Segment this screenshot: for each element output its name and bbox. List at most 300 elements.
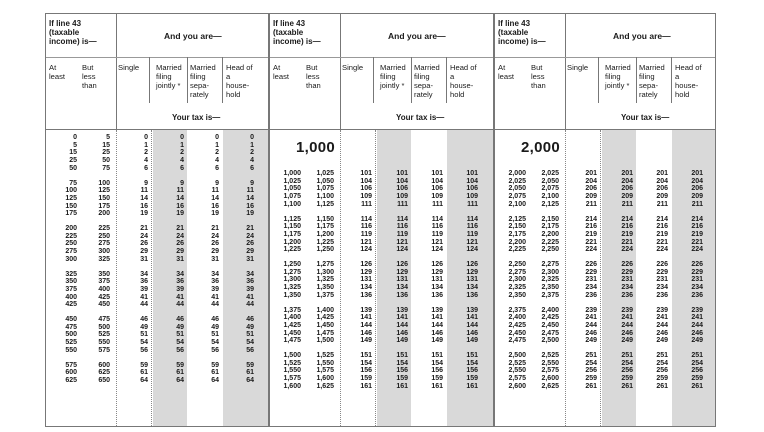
at-least-label: least bbox=[49, 72, 66, 81]
hoh-tax: 204 bbox=[691, 177, 703, 185]
but-less-than-value: 2,300 bbox=[541, 268, 559, 276]
table-header bbox=[270, 14, 493, 130]
single-tax: 141 bbox=[360, 314, 372, 322]
mfj-tax: 29 bbox=[176, 248, 184, 256]
but-less-than-value: 100 bbox=[98, 179, 110, 187]
mfs-tax: 0 bbox=[215, 134, 219, 141]
hoh-tax: 59 bbox=[246, 361, 254, 369]
hoh-tax: 209 bbox=[691, 193, 703, 201]
hoh-tax: 251 bbox=[691, 352, 703, 359]
hoh-label: Head of bbox=[226, 63, 253, 72]
mfj-tax: 151 bbox=[396, 352, 408, 359]
single-tax: 4 bbox=[144, 157, 148, 165]
mfs-label: sepa- bbox=[190, 81, 209, 90]
but-less-than-value: 5 bbox=[106, 134, 110, 141]
hoh-tax: 261 bbox=[691, 382, 703, 390]
mfj-tax: 246 bbox=[621, 329, 633, 337]
header-divider bbox=[46, 57, 116, 58]
single-tax: 246 bbox=[585, 329, 597, 337]
mfs-tax: 21 bbox=[211, 225, 219, 232]
table-body bbox=[495, 130, 715, 426]
single-tax: 11 bbox=[140, 187, 148, 195]
table-row bbox=[495, 246, 715, 254]
mfj-tax: 154 bbox=[396, 359, 408, 367]
header-divider bbox=[671, 57, 672, 103]
mfj-tax: 234 bbox=[621, 284, 633, 292]
mfj-tax: 126 bbox=[396, 261, 408, 268]
mfs-tax: 24 bbox=[211, 232, 219, 240]
at-least-value: 1,100 bbox=[283, 200, 301, 208]
at-least-value: 1,150 bbox=[283, 223, 301, 231]
hoh-tax: 29 bbox=[246, 248, 254, 256]
but-less-than-value: 125 bbox=[98, 187, 110, 195]
at-least-label: At bbox=[273, 63, 281, 72]
mfs-tax: 19 bbox=[211, 210, 219, 218]
hoh-tax: 254 bbox=[691, 359, 703, 367]
but-less-than-value: 1,175 bbox=[316, 223, 334, 231]
mfs-tax: 236 bbox=[656, 291, 668, 299]
at-least-value: 250 bbox=[65, 240, 77, 248]
mfs-label: filing bbox=[190, 72, 206, 81]
mfs-tax: 114 bbox=[431, 215, 443, 223]
but-less-than-value: 2,625 bbox=[541, 382, 559, 390]
mfj-label: Married bbox=[156, 63, 182, 72]
mfj-tax: 46 bbox=[176, 316, 184, 323]
table-row bbox=[46, 210, 268, 218]
at-least-value: 1,050 bbox=[283, 185, 301, 193]
single-tax: 21 bbox=[140, 225, 148, 232]
mfs-tax: 126 bbox=[431, 261, 443, 268]
mfj-tax: 2 bbox=[180, 149, 184, 157]
mfs-tax: 259 bbox=[656, 375, 668, 383]
mfj-tax: 119 bbox=[396, 230, 408, 238]
single-tax: 211 bbox=[585, 200, 597, 208]
mfs-tax: 149 bbox=[431, 337, 443, 345]
hoh-tax: 124 bbox=[466, 246, 478, 254]
mfs-tax: 209 bbox=[656, 193, 668, 201]
mfs-tax: 109 bbox=[431, 193, 443, 201]
mfj-tax: 251 bbox=[621, 352, 633, 359]
single-tax: 156 bbox=[360, 367, 372, 375]
mfs-tax: 141 bbox=[431, 314, 443, 322]
single-tax: 161 bbox=[360, 382, 372, 390]
mfs-tax: 144 bbox=[431, 321, 443, 329]
but-less-than-value: 450 bbox=[98, 301, 110, 309]
mfs-tax: 41 bbox=[211, 293, 219, 301]
single-tax: 46 bbox=[140, 316, 148, 323]
at-least-value: 1,525 bbox=[283, 359, 301, 367]
hoh-tax: 121 bbox=[466, 238, 478, 246]
at-least-value: 2,225 bbox=[508, 246, 526, 254]
hoh-tax: 149 bbox=[466, 337, 478, 345]
at-least-value: 2,300 bbox=[508, 276, 526, 284]
at-least-value: 2,500 bbox=[508, 352, 526, 359]
mfs-tax: 246 bbox=[656, 329, 668, 337]
mfj-tax: 1 bbox=[180, 141, 184, 149]
but-less-than-label: But bbox=[531, 63, 543, 72]
but-less-than-value: 1,275 bbox=[316, 261, 334, 268]
hoh-label: a bbox=[226, 72, 231, 81]
at-least-value: 500 bbox=[65, 331, 77, 339]
at-least-value: 350 bbox=[65, 278, 77, 286]
mfj-tax: 101 bbox=[396, 170, 408, 177]
mfj-tax: 24 bbox=[176, 232, 184, 240]
single-tax: 224 bbox=[585, 246, 597, 254]
single-tax: 154 bbox=[360, 359, 372, 367]
mfs-tax: 201 bbox=[656, 170, 668, 177]
hoh-tax: 221 bbox=[691, 238, 703, 246]
mfs-tax: 49 bbox=[211, 323, 219, 331]
at-least-value: 275 bbox=[65, 248, 77, 256]
mfj-tax: 161 bbox=[396, 382, 408, 390]
mfs-tax: 261 bbox=[656, 382, 668, 390]
single-tax: 146 bbox=[360, 329, 372, 337]
header-divider bbox=[495, 57, 565, 58]
mfs-tax: 231 bbox=[656, 276, 668, 284]
but-less-than-value: 250 bbox=[98, 232, 110, 240]
but-less-than-value: 2,375 bbox=[541, 291, 559, 299]
at-least-value: 1,350 bbox=[283, 291, 301, 299]
but-less-than-value: 300 bbox=[98, 248, 110, 256]
mfj-tax: 239 bbox=[621, 306, 633, 314]
single-tax: 24 bbox=[140, 232, 148, 240]
single-tax: 144 bbox=[360, 321, 372, 329]
single-tax: 136 bbox=[360, 291, 372, 299]
at-least-value: 1,375 bbox=[283, 306, 301, 314]
single-tax: 104 bbox=[360, 177, 372, 185]
at-least-value: 1,075 bbox=[283, 193, 301, 201]
but-less-than-value: 2,100 bbox=[541, 193, 559, 201]
mfj-tax: 64 bbox=[176, 376, 184, 384]
but-less-than-value: 1,200 bbox=[316, 230, 334, 238]
single-tax: 221 bbox=[585, 238, 597, 246]
mfj-tax: 149 bbox=[396, 337, 408, 345]
hoh-tax: 34 bbox=[246, 270, 254, 278]
single-tax: 206 bbox=[585, 185, 597, 193]
table-row bbox=[270, 201, 493, 209]
hoh-tax: 41 bbox=[246, 293, 254, 301]
at-least-value: 150 bbox=[65, 202, 77, 210]
at-least-value: 1,575 bbox=[283, 375, 301, 383]
at-least-value: 2,575 bbox=[508, 375, 526, 383]
mfj-tax: 61 bbox=[176, 369, 184, 377]
at-least-value: 1,300 bbox=[283, 276, 301, 284]
mfs-tax: 249 bbox=[656, 337, 668, 345]
income-label: income) is— bbox=[498, 37, 546, 46]
single-tax: 64 bbox=[140, 376, 148, 384]
at-least-value: 2,150 bbox=[508, 223, 526, 231]
mfs-tax: 9 bbox=[215, 179, 219, 187]
table-row bbox=[270, 383, 493, 391]
but-less-than-value: 2,600 bbox=[541, 375, 559, 383]
at-least-value: 2,175 bbox=[508, 230, 526, 238]
mfs-tax: 54 bbox=[211, 339, 219, 347]
but-less-than-value: 25 bbox=[102, 149, 110, 157]
mfs-tax: 6 bbox=[215, 164, 219, 172]
mfs-label: sepa- bbox=[414, 81, 433, 90]
but-less-than-value: 1,400 bbox=[316, 306, 334, 314]
mfj-tax: 109 bbox=[396, 193, 408, 201]
taxable-label: (taxable bbox=[498, 28, 529, 37]
hoh-tax: 161 bbox=[466, 382, 478, 390]
mfj-tax: 209 bbox=[621, 193, 633, 201]
hoh-tax: 146 bbox=[466, 329, 478, 337]
income-label: income) is— bbox=[273, 37, 321, 46]
but-less-than-value: 425 bbox=[98, 293, 110, 301]
hoh-tax: 234 bbox=[691, 284, 703, 292]
but-less-than-value: 75 bbox=[102, 164, 110, 172]
at-least-value: 1,475 bbox=[283, 337, 301, 345]
at-least-value: 1,175 bbox=[283, 230, 301, 238]
mfj-tax: 41 bbox=[176, 293, 184, 301]
single-tax: 256 bbox=[585, 367, 597, 375]
at-least-value: 1,125 bbox=[283, 215, 301, 223]
hoh-tax: 144 bbox=[466, 321, 478, 329]
but-less-than-value: 2,225 bbox=[541, 238, 559, 246]
if-line-label: If line 43 bbox=[49, 19, 82, 28]
single-tax: 204 bbox=[585, 177, 597, 185]
hoh-tax: 21 bbox=[246, 225, 254, 232]
mfs-tax: 239 bbox=[656, 306, 668, 314]
hoh-label: hold bbox=[450, 90, 465, 99]
hoh-tax: 56 bbox=[246, 346, 254, 354]
but-less-than-value: 2,250 bbox=[541, 246, 559, 254]
mfs-tax: 44 bbox=[211, 301, 219, 309]
taxable-label: (taxable bbox=[273, 28, 304, 37]
mfs-tax: 139 bbox=[431, 306, 443, 314]
hoh-tax: 6 bbox=[250, 164, 254, 172]
single-tax: 139 bbox=[360, 306, 372, 314]
at-least-value: 2,200 bbox=[508, 238, 526, 246]
mfj-tax: 221 bbox=[621, 238, 633, 246]
header-divider bbox=[373, 57, 374, 103]
single-tax: 36 bbox=[140, 278, 148, 286]
single-tax: 244 bbox=[585, 321, 597, 329]
hoh-tax: 31 bbox=[246, 255, 254, 263]
mfj-tax: 219 bbox=[621, 230, 633, 238]
but-less-than-value: 200 bbox=[98, 210, 110, 218]
header-divider bbox=[116, 14, 117, 129]
mfj-tax: 141 bbox=[396, 314, 408, 322]
single-tax: 261 bbox=[585, 382, 597, 390]
hoh-tax: 0 bbox=[250, 134, 254, 141]
but-less-than-label: less bbox=[531, 72, 545, 81]
mfs-tax: 56 bbox=[211, 346, 219, 354]
but-less-than-value: 325 bbox=[98, 255, 110, 263]
single-tax: 241 bbox=[585, 314, 597, 322]
but-less-than-value: 1,525 bbox=[316, 352, 334, 359]
but-less-than-value: 2,400 bbox=[541, 306, 559, 314]
but-less-than-value: 150 bbox=[98, 194, 110, 202]
table-body bbox=[46, 130, 268, 426]
but-less-than-value: 1,075 bbox=[316, 185, 334, 193]
mfj-tax: 16 bbox=[176, 202, 184, 210]
mfs-tax: 151 bbox=[431, 352, 443, 359]
but-less-than-value: 1,425 bbox=[316, 314, 334, 322]
at-least-value: 2,275 bbox=[508, 268, 526, 276]
but-less-than-value: 625 bbox=[98, 369, 110, 377]
at-least-value: 2,600 bbox=[508, 382, 526, 390]
at-least-value: 1,025 bbox=[283, 177, 301, 185]
mfs-tax: 219 bbox=[656, 230, 668, 238]
single-tax: 226 bbox=[585, 261, 597, 268]
mfj-tax: 134 bbox=[396, 284, 408, 292]
table-header bbox=[495, 14, 715, 130]
hoh-tax: 214 bbox=[691, 215, 703, 223]
mfj-label: filing bbox=[380, 72, 396, 81]
at-least-value: 2,075 bbox=[508, 193, 526, 201]
at-least-value: 1,400 bbox=[283, 314, 301, 322]
single-tax: 101 bbox=[360, 170, 372, 177]
at-least-value: 1,325 bbox=[283, 284, 301, 292]
single-tax: 16 bbox=[140, 202, 148, 210]
mfj-tax: 249 bbox=[621, 337, 633, 345]
mfs-tax: 251 bbox=[656, 352, 668, 359]
single-tax: 201 bbox=[585, 170, 597, 177]
mfs-tax: 136 bbox=[431, 291, 443, 299]
at-least-value: 1,250 bbox=[283, 261, 301, 268]
mfj-tax: 136 bbox=[396, 291, 408, 299]
mfs-tax: 106 bbox=[431, 185, 443, 193]
mfs-tax: 101 bbox=[431, 170, 443, 177]
at-least-value: 125 bbox=[65, 194, 77, 202]
single-tax: 254 bbox=[585, 359, 597, 367]
hoh-tax: 24 bbox=[246, 232, 254, 240]
mfs-tax: 159 bbox=[431, 375, 443, 383]
hoh-tax: 126 bbox=[466, 261, 478, 268]
mfj-tax: 21 bbox=[176, 225, 184, 232]
at-least-value: 1,600 bbox=[283, 382, 301, 390]
header-divider bbox=[598, 57, 599, 103]
mfs-label: rately bbox=[190, 90, 209, 99]
mfj-tax: 254 bbox=[621, 359, 633, 367]
at-least-value: 1,550 bbox=[283, 367, 301, 375]
hoh-tax: 136 bbox=[466, 291, 478, 299]
mfs-tax: 244 bbox=[656, 321, 668, 329]
mfs-tax: 36 bbox=[211, 278, 219, 286]
mfj-tax: 36 bbox=[176, 278, 184, 286]
hoh-tax: 129 bbox=[466, 268, 478, 276]
mfs-tax: 119 bbox=[431, 230, 443, 238]
but-less-than-value: 1,625 bbox=[316, 382, 334, 390]
mfs-tax: 64 bbox=[211, 376, 219, 384]
but-less-than-value: 1,325 bbox=[316, 276, 334, 284]
at-least-value: 2,475 bbox=[508, 337, 526, 345]
mfj-label: Married bbox=[380, 63, 406, 72]
mfs-label: filing bbox=[639, 72, 655, 81]
but-less-than-value: 2,125 bbox=[541, 200, 559, 208]
mfj-label: jointly * bbox=[605, 81, 630, 90]
hoh-tax: 239 bbox=[691, 306, 703, 314]
single-tax: 6 bbox=[144, 164, 148, 172]
at-least-value: 325 bbox=[65, 270, 77, 278]
hoh-tax: 49 bbox=[246, 323, 254, 331]
table-row bbox=[495, 337, 715, 345]
income-range-heading: 1,000 bbox=[296, 139, 336, 156]
at-least-label: least bbox=[273, 72, 290, 81]
mfj-tax: 49 bbox=[176, 323, 184, 331]
hoh-tax: 206 bbox=[691, 185, 703, 193]
tax-table-panel bbox=[269, 13, 494, 427]
mfj-tax: 9 bbox=[180, 179, 184, 187]
but-less-than-value: 525 bbox=[98, 331, 110, 339]
but-less-than-value: 2,475 bbox=[541, 329, 559, 337]
but-less-than-value: 1,575 bbox=[316, 367, 334, 375]
but-less-than-value: 2,025 bbox=[541, 170, 559, 177]
mfj-tax: 214 bbox=[621, 215, 633, 223]
at-least-value: 1,500 bbox=[283, 352, 301, 359]
mfj-tax: 156 bbox=[396, 367, 408, 375]
mfs-tax: 161 bbox=[431, 382, 443, 390]
single-tax: 56 bbox=[140, 346, 148, 354]
at-least-value: 1,425 bbox=[283, 321, 301, 329]
mfj-tax: 106 bbox=[396, 185, 408, 193]
but-less-than-value: 2,525 bbox=[541, 352, 559, 359]
at-least-value: 200 bbox=[65, 225, 77, 232]
but-less-than-value: 600 bbox=[98, 361, 110, 369]
at-least-value: 375 bbox=[65, 285, 77, 293]
but-less-than-value: 225 bbox=[98, 225, 110, 232]
mfs-tax: 104 bbox=[431, 177, 443, 185]
mfj-tax: 104 bbox=[396, 177, 408, 185]
table-row bbox=[270, 246, 493, 254]
mfj-tax: 241 bbox=[621, 314, 633, 322]
mfs-tax: 204 bbox=[656, 177, 668, 185]
single-tax: 229 bbox=[585, 268, 597, 276]
mfs-tax: 51 bbox=[211, 331, 219, 339]
mfj-tax: 216 bbox=[621, 223, 633, 231]
your-tax-label: Your tax is— bbox=[621, 113, 670, 122]
hoh-tax: 246 bbox=[691, 329, 703, 337]
at-least-value: 400 bbox=[65, 293, 77, 301]
header-divider bbox=[222, 57, 223, 103]
single-tax: 26 bbox=[140, 240, 148, 248]
single-tax: 121 bbox=[360, 238, 372, 246]
at-least-value: 225 bbox=[65, 232, 77, 240]
at-least-value: 1,275 bbox=[283, 268, 301, 276]
table-body bbox=[270, 130, 493, 426]
but-less-than-value: 2,550 bbox=[541, 359, 559, 367]
hoh-tax: 111 bbox=[467, 200, 478, 208]
mfs-tax: 39 bbox=[211, 285, 219, 293]
header-divider bbox=[116, 57, 268, 58]
single-label: Single bbox=[342, 63, 364, 72]
mfj-label: jointly * bbox=[156, 81, 181, 90]
mfs-tax: 146 bbox=[431, 329, 443, 337]
at-least-value: 25 bbox=[69, 157, 77, 165]
single-tax: 251 bbox=[585, 352, 597, 359]
single-tax: 44 bbox=[140, 301, 148, 309]
mfj-tax: 211 bbox=[621, 200, 633, 208]
mfs-tax: 14 bbox=[211, 194, 219, 202]
but-less-than-value: 650 bbox=[98, 376, 110, 384]
mfj-tax: 259 bbox=[621, 375, 633, 383]
but-less-than-value: 1,125 bbox=[316, 200, 334, 208]
hoh-tax: 224 bbox=[691, 246, 703, 254]
but-less-than-value: 1,350 bbox=[316, 284, 334, 292]
but-less-than-value: 2,425 bbox=[541, 314, 559, 322]
single-label: Single bbox=[567, 63, 589, 72]
mfj-tax: 229 bbox=[621, 268, 633, 276]
single-tax: 29 bbox=[140, 248, 148, 256]
but-less-than-value: 575 bbox=[98, 346, 110, 354]
mfj-tax: 129 bbox=[396, 268, 408, 276]
hoh-label: a bbox=[450, 72, 455, 81]
but-less-than-value: 1,600 bbox=[316, 375, 334, 383]
tax-table-panel bbox=[45, 13, 269, 427]
table-row bbox=[495, 292, 715, 300]
header-divider bbox=[565, 14, 566, 129]
